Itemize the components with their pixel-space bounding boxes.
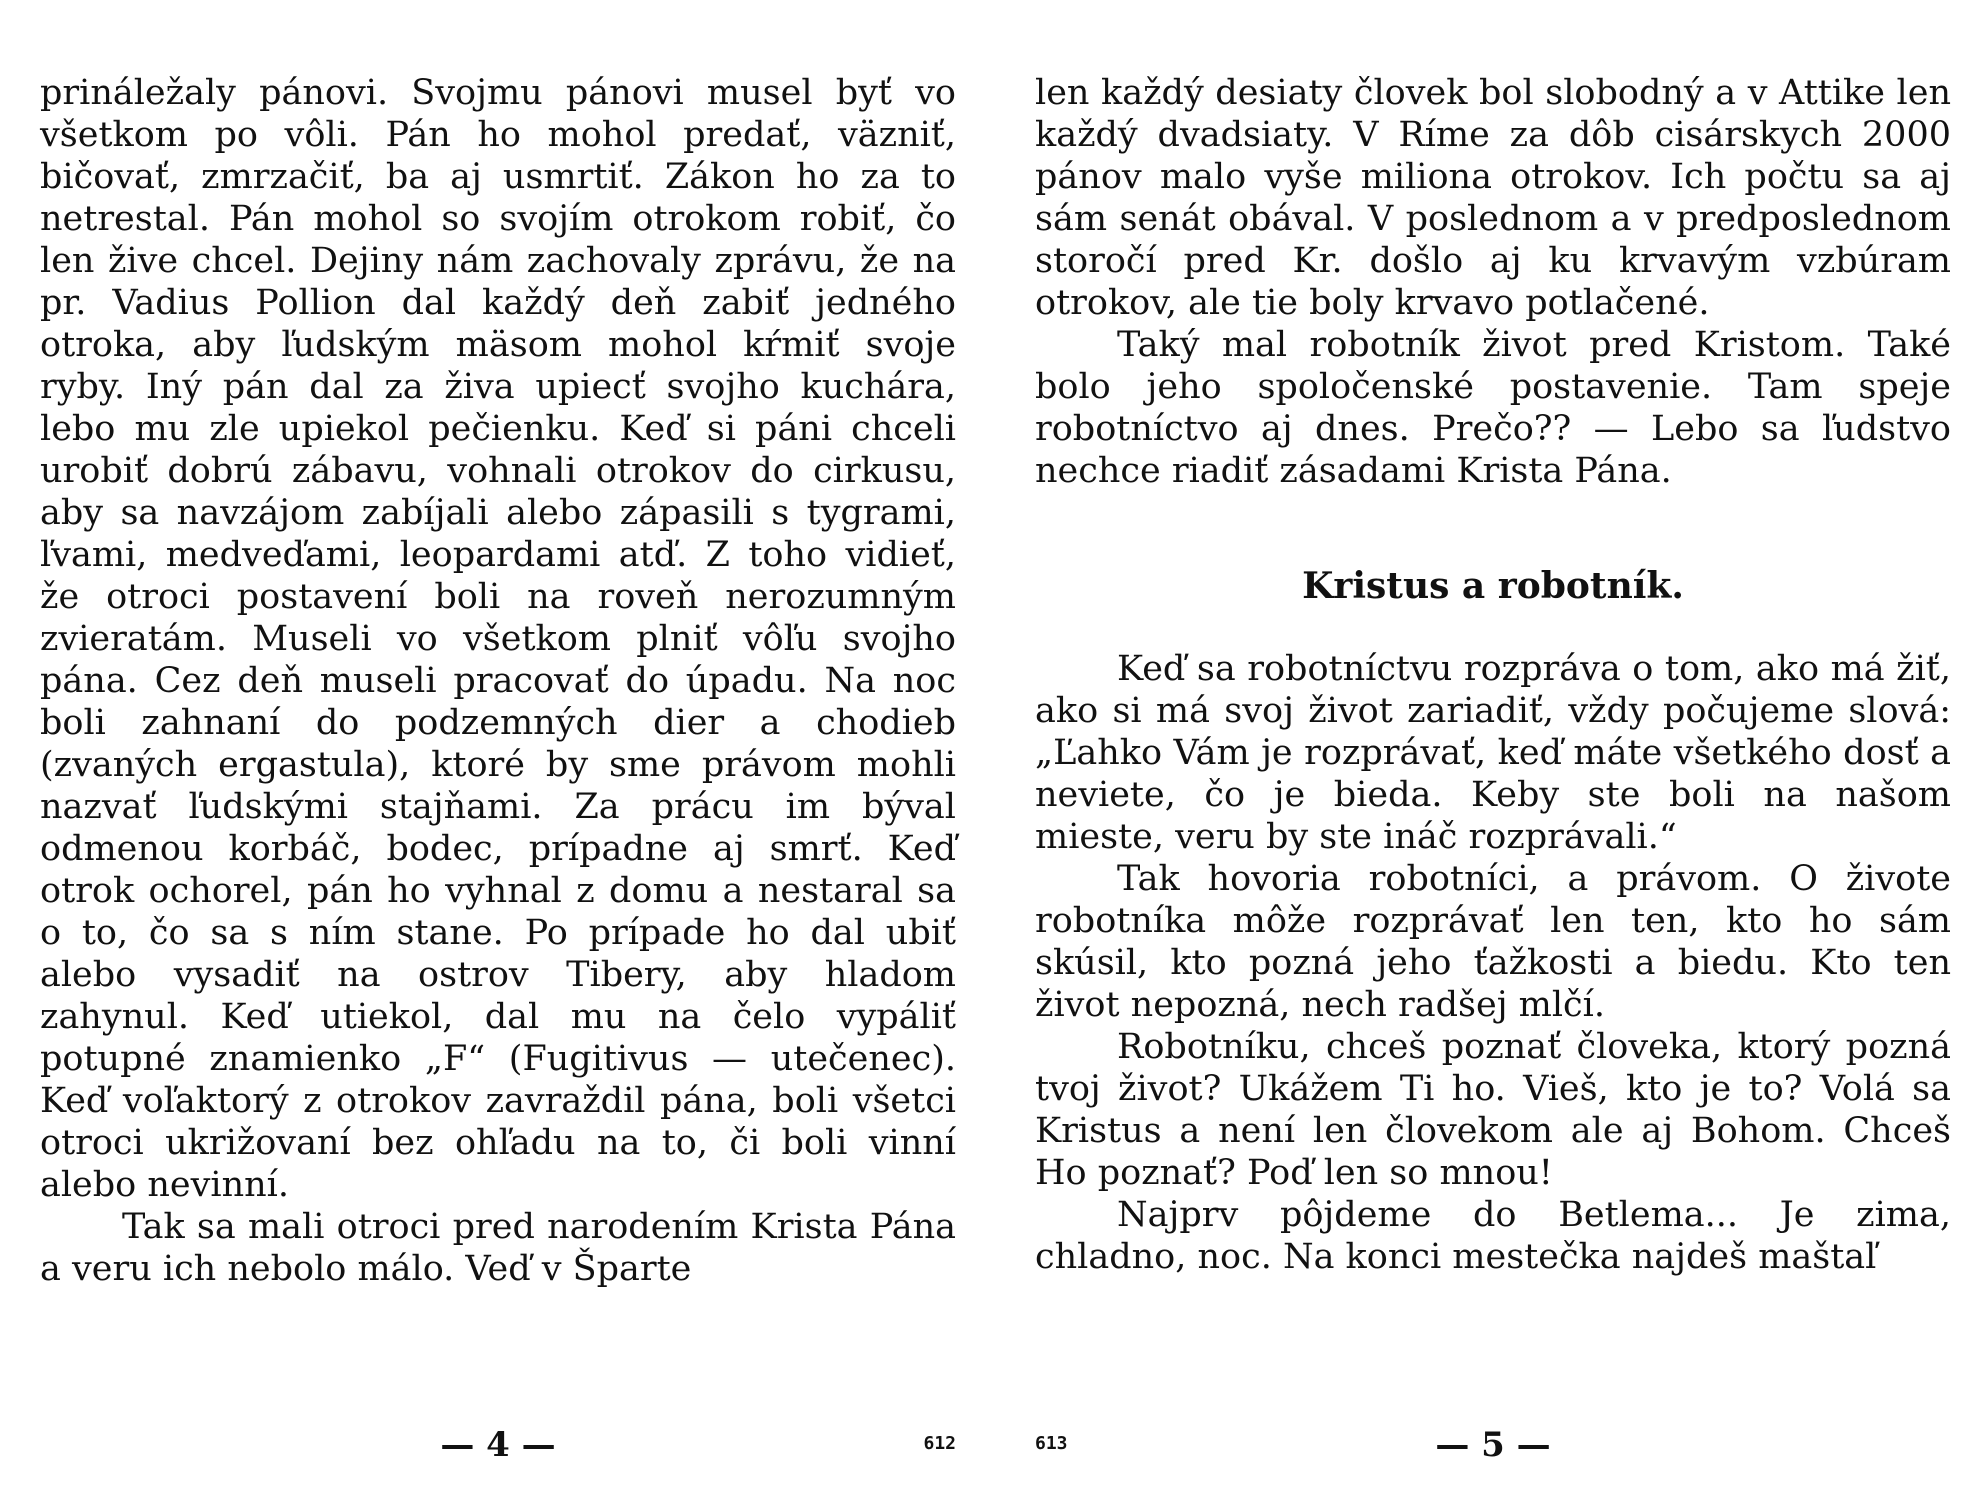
right-page	[1035, 72, 1951, 1278]
section-heading: Kristus a robotník.	[1302, 565, 1684, 607]
right-page-footer	[1035, 1425, 1951, 1465]
paragraph: Tak hovoria robotníci, a právom. O živote robotníka môže rozprávať len ten, kto ho sám skúsil, kto pozná jeho ťažkosti a biedu. Kto ten život nepozná, nech radšej mlčí.	[1035, 859, 1951, 1025]
paragraph: Robotníku, chceš poznať človeka, ktorý pozná tvoj život? Ukážem Ti ho. Vieš, kto je to? Volá sa Kristus a není len človekom ale aj Bohom. Chceš Ho poznať? Poď len so mnou!	[1035, 1027, 1951, 1193]
page-number: — 5 —	[1435, 1425, 1551, 1465]
right-page-body	[1035, 72, 1951, 1278]
paragraph: Tak sa mali otroci pred narodením Krista Pána a veru ich nebolo málo. Veď v Šparte	[40, 1207, 956, 1289]
paragraph: Keď sa robotníctvu rozpráva o tom, ako má žiť, ako si má svoj život zariadiť, vždy počujeme slová: „Ľahko Vám je rozprávať, keď máte všetkého dosť a neviete, čo je bieda. Keby ste boli na našom mieste, veru by ste ináč rozprávali.“	[1035, 649, 1951, 857]
page-number: — 4 —	[440, 1425, 556, 1465]
paragraph: Taký mal robotník život pred Kristom. Také bolo jeho spoločenské postavenie. Tam speje robotníctvo aj dnes. Prečo?? — Lebo sa ľudstvo nechce riadiť zásadami Krista Pána.	[1035, 325, 1951, 491]
left-page-footer	[40, 1425, 956, 1465]
left-page-body	[40, 72, 956, 1290]
paragraph: prináležaly pánovi. Svojmu pánovi musel byť vo všetkom po vôli. Pán ho mohol predať, väzniť, bičovať, zmrzačiť, ba aj usmrtiť. Zákon ho za to netrestal. Pán mohol so svojím otrokom robiť, čo len žive chcel. Dejiny nám zachovaly zprávu, že na pr. Vadius Pollion dal každý deň zabiť jedného otroka, aby ľudským mäsom mohol kŕmiť svoje ryby. Iný pán dal za živa upiecť svojho kuchára, lebo mu zle upiekol pečienku. Keď si páni chceli urobiť dobrú zábavu, vohnali otrokov do cirkusu, aby sa navzájom zabíjali alebo zápasili s tygrami, ľvami, medveďami, leopardami atď. Z toho vidieť, že otroci postavení boli na roveň nerozumným zvieratám. Museli vo všetkom plniť vôľu svojho pána. Cez deň museli pracovať do úpadu. Na noc boli zahnaní do podzemných dier a chodieb (zvaných ergastula), ktoré by sme právom mohli nazvať ľudskými stajňami. Za prácu im býval odmenou korbáč, bodec, prípadne aj smrť. Keď otrok ochorel, pán ho vyhnal z domu a nestaral sa o to, čo sa s ním stane. Po prípade ho dal ubiť alebo vysadiť na ostrov Tibery, aby hladom zahynul. Keď utiekol, dal mu na čelo vypáliť potupné znamienko „F“ (Fugitivus — utečenec). Keď voľaktorý z otrokov zavraždil pána, boli všetci otroci ukrižovaní bez ohľadu na to, či boli vinní alebo nevinní.	[40, 73, 956, 1205]
paragraph: len každý desiaty človek bol slobodný a v Attike len každý dvadsiaty. V Ríme za dôb cisárskych 2000 pánov malo vyše miliona otrokov. Ich počtu sa aj sám senát obával. V poslednom a v predposlednom storočí pred Kr. došlo aj ku krvavým vzbúram otrokov, ale tie boly krvavo potlačené.	[1035, 73, 1951, 323]
paragraph: Najprv pôjdeme do Betlema... Je zima, chladno, noc. Na konci mestečka najdeš maštaľ	[1035, 1195, 1951, 1277]
signature-code: 613	[1035, 1433, 1068, 1454]
left-page	[40, 72, 956, 1290]
signature-code: 612	[923, 1433, 956, 1454]
